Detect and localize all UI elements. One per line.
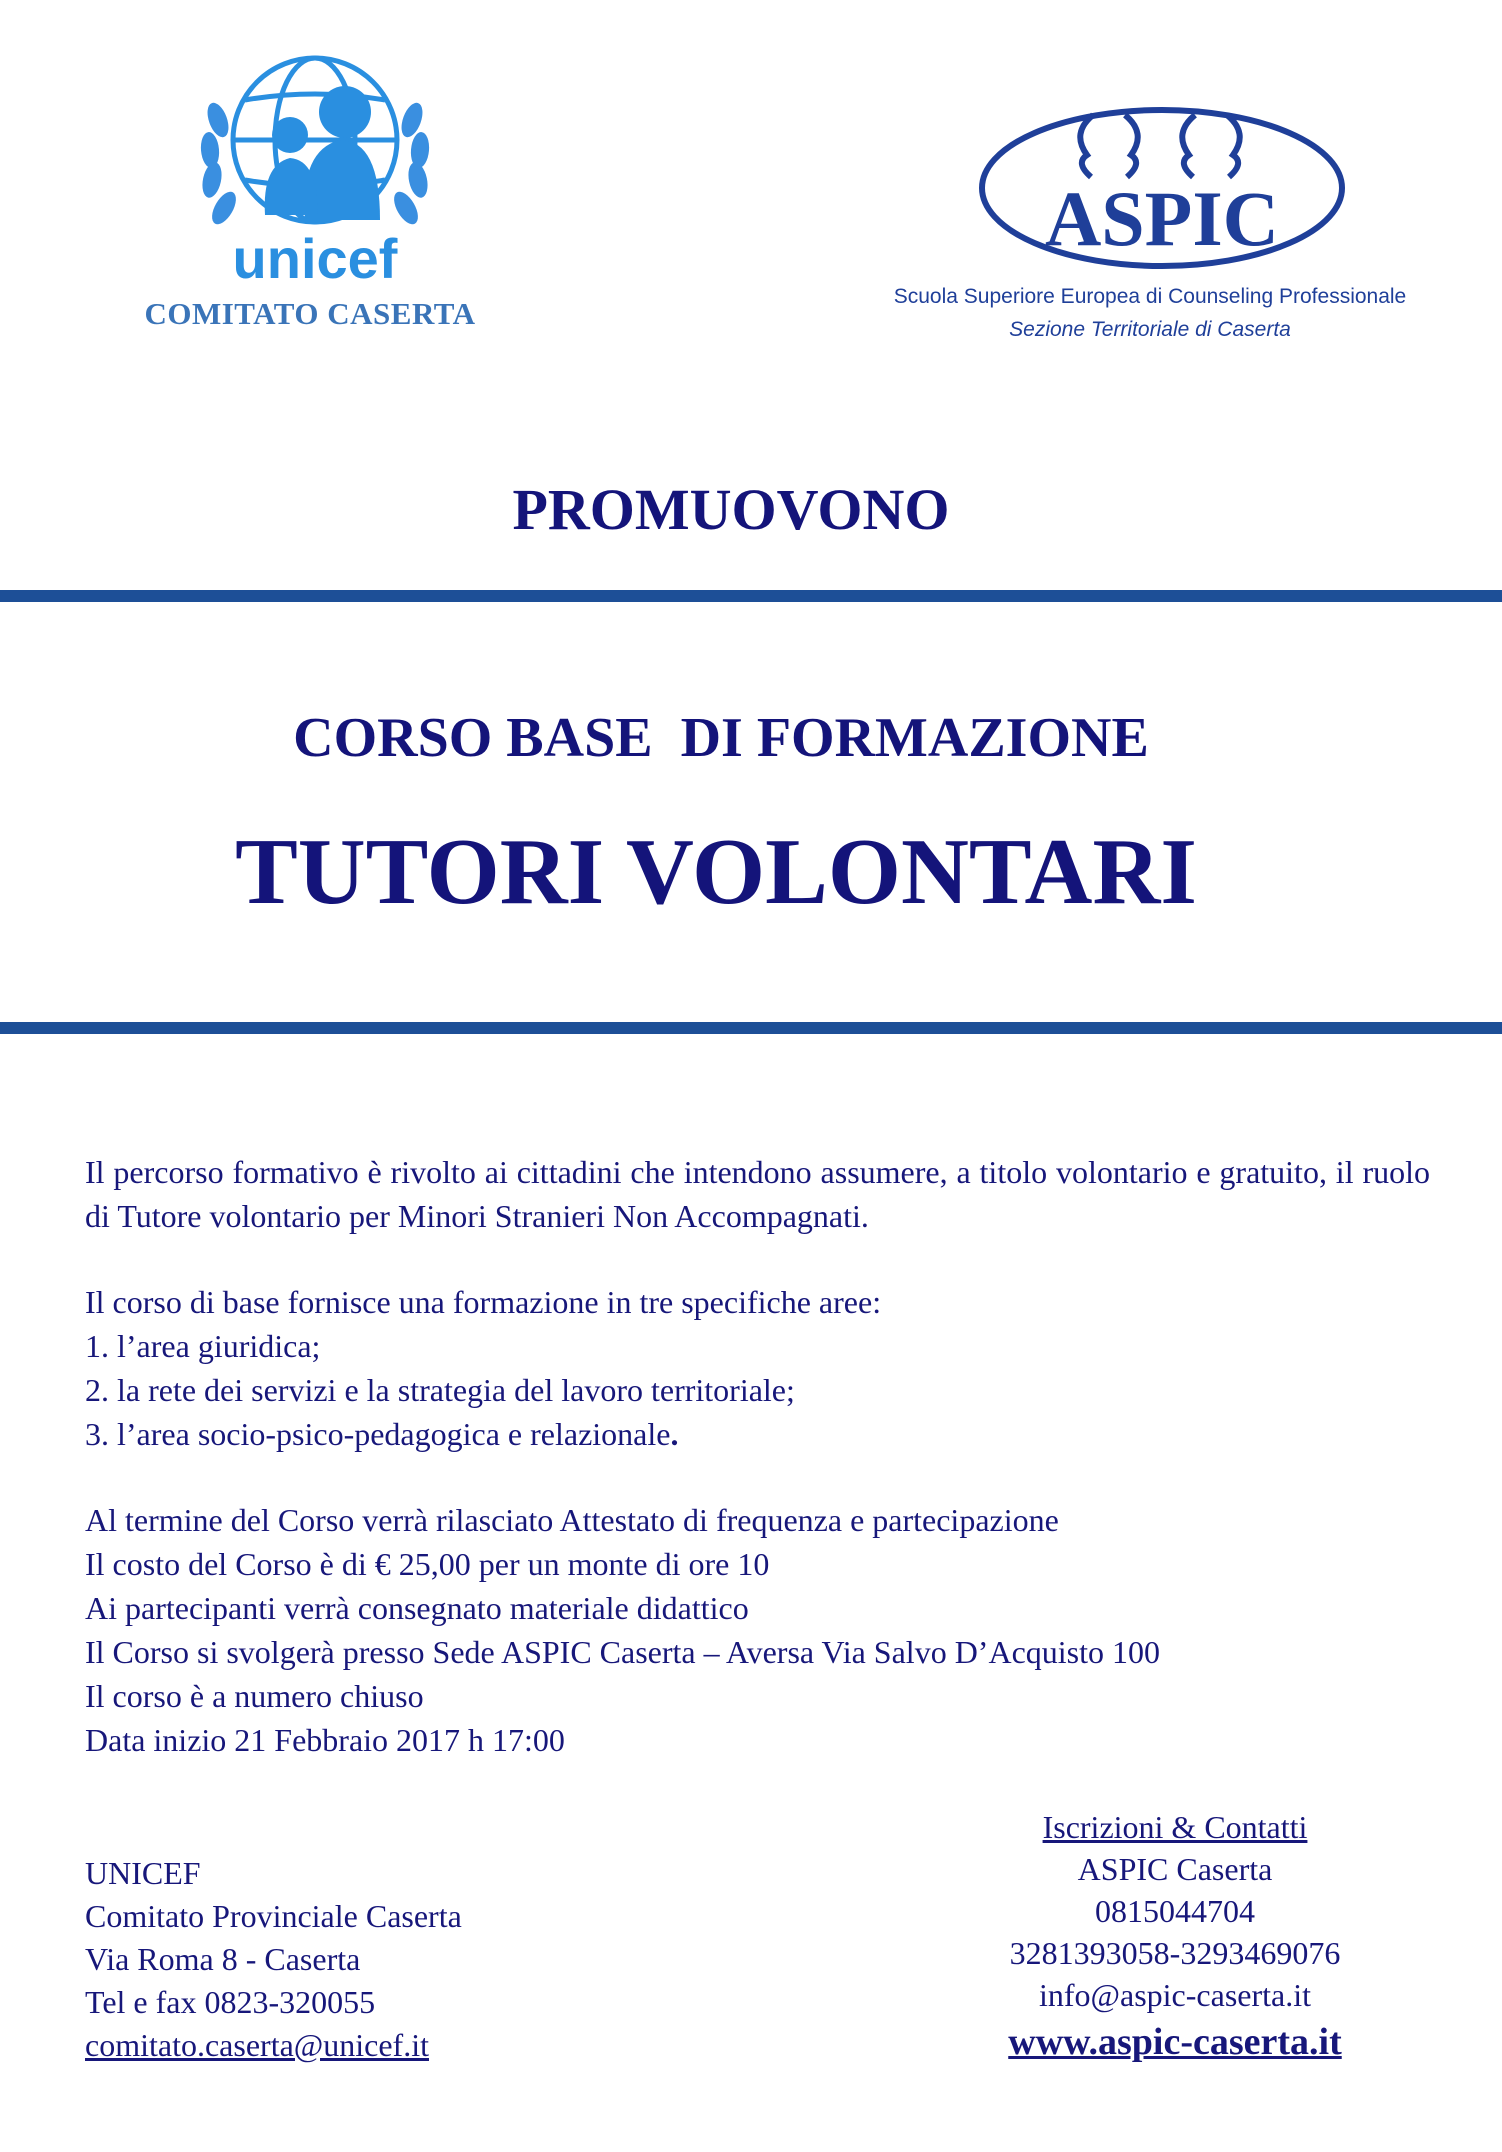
unicef-email-link[interactable]: comitato.caserta@unicef.it — [85, 2027, 429, 2063]
area-item: 1. l’area giuridica; — [85, 1328, 321, 1364]
aspic-logo — [975, 103, 1350, 273]
area-item-text: 3. l’area socio-psico-pedagogica e relazionale — [85, 1416, 671, 1452]
detail-line: Data inizio 21 Febbraio 2017 h 17:00 — [85, 1722, 565, 1758]
aspic-school-name: Scuola Superiore Europea di Counseling Professionale — [893, 285, 1407, 308]
aspic-contact-heading: Iscrizioni & Contatti — [1042, 1809, 1308, 1845]
details-block — [85, 1498, 1435, 1762]
unicef-contact-phone: Tel e fax 0823-320055 — [85, 1984, 376, 2020]
course-subtitle: CORSO BASE DI FORMAZIONE — [293, 707, 1149, 769]
aspic-logo-text: ASPIC — [1044, 175, 1280, 262]
unicef-contact-name: UNICEF — [85, 1855, 201, 1891]
aspic-website-link[interactable]: www.aspic-caserta.it — [1008, 2021, 1342, 2063]
aspic-email-link[interactable]: info@aspic-caserta.it — [1038, 1977, 1311, 2013]
areas-block — [85, 1280, 1435, 1456]
aspic-contact-phone2: 3281393058-3293469076 — [1009, 1935, 1341, 1971]
mother-child-icon — [265, 86, 380, 220]
aspic-contact-block — [915, 1806, 1435, 2068]
area-item-period: . — [670, 1416, 679, 1452]
unicef-contact-address: Via Roma 8 - Caserta — [85, 1941, 361, 1977]
aspic-section-name: Sezione Territoriale di Caserta — [1009, 318, 1291, 341]
detail-line: Il Corso si svolgerà presso Sede ASPIC Caserta – Aversa Via Salvo D’Acquisto 100 — [85, 1634, 1160, 1670]
area-item: 2. la rete dei servizi e la strategia del lavoro territoriale; — [85, 1372, 795, 1408]
divider-top — [0, 590, 1502, 602]
unicef-logo-text: unicef — [232, 227, 398, 290]
areas-intro: Il corso di base fornisce una formazione in tre specifiche aree: — [85, 1284, 882, 1320]
divider-bottom — [0, 1022, 1502, 1034]
unicef-committee-label: COMITATO CASERTA — [144, 296, 476, 331]
detail-line: Al termine del Corso verrà rilasciato Attestato di frequenza e partecipazione — [85, 1502, 1059, 1538]
course-title: TUTORI VOLONTARI — [235, 820, 1197, 924]
unicef-contact-committee: Comitato Provinciale Caserta — [85, 1898, 462, 1934]
aspic-contact-name: ASPIC Caserta — [1077, 1851, 1273, 1887]
faces-icon — [1080, 115, 1239, 177]
area-item — [85, 1412, 1435, 1456]
promote-heading: PROMUOVONO — [512, 477, 950, 542]
detail-line: Il corso è a numero chiuso — [85, 1678, 424, 1714]
detail-line: Ai partecipanti verrà consegnato materiale didattico — [85, 1590, 749, 1626]
unicef-contact-block — [85, 1852, 685, 2067]
aspic-contact-phone1: 0815044704 — [1095, 1893, 1255, 1929]
detail-line: Il costo del Corso è di € 25,00 per un monte di ore 10 — [85, 1546, 770, 1582]
intro-paragraph: Il percorso formativo è rivolto ai cittadini che intendono assumere, a titolo volontario e gratuito, il ruolo di Tutore volontario per Minori Stranieri Non Accompagnati. — [85, 1154, 1430, 1234]
unicef-logo — [190, 40, 440, 290]
